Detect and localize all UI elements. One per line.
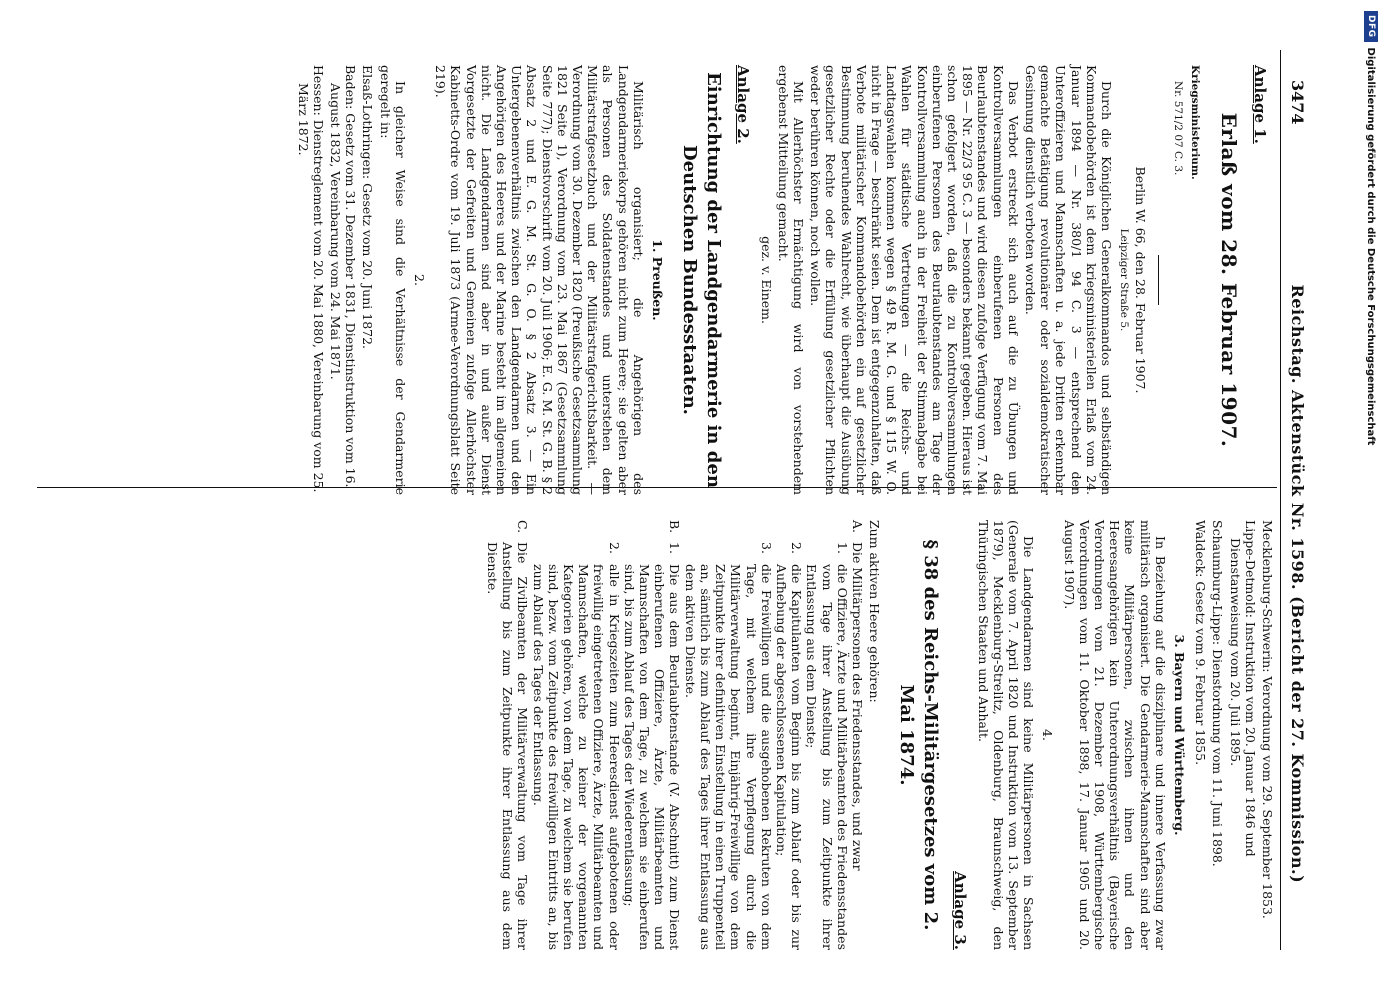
item-number: 2. [789,542,805,554]
section-a-text: Die Militärpersonen des Friedensstandes, und zwar [849,542,865,871]
sachsen-paragraph: Die Landgendarmen sind keine Militärpersonen in Sachsen (Generale vom 7. April 1820 und Instruktion vom 13. September 1879), Mecklenburg-Strelitz, Oldenburg, Braunschweig, den Thüringischen Staaten und Anhalt. [975,520,1037,950]
digitization-credit: Digitalisierung gefördert durch die Deutsche Forschungsgemeinschaft [1365,47,1377,446]
list-item: Schaumburg-Lippe: Dienstordnung vom 11. Juni 1898. [1210,520,1226,867]
section-b-items [530,542,682,950]
section-a-label: A. [849,520,865,534]
section-b-label: B. [667,520,683,534]
section-a [850,520,865,950]
section-c-label: C. [515,520,531,534]
list-item: Hessen: Dienstreglement vom 20. Mai 1880, Vereinbarung vom 25. März 1872. [295,65,326,493]
ministry-name: Kriegsministerium. [1188,65,1201,180]
preussen-paragraph: Militärisch organisiert; die Angehörigen des Landgendarmeriekorps gehören nicht zum Heere; sie gelten aber als Personen des Soldatenstandes und unterstehen dem Militärstrafgesetzbuch und der Militärstrafgerichtsbarkeit. — Verordnung vom 30. Dezember 1820 (Preußische Gesetzsammlung 1821 Seite 1), Verordnung vom 23. Mai 1867 (Gesetzsammlung Seite 777); Dienstvorschrift vom 20. Juli 1906; E. G. M. St. G. B. § 2 Absatz 2 und E. G. M. St. G. O. § 2 Absatz 3. — Ein Untergebenenverhältnis zwischen den Landgendarmen und den Angehörigen des Heeres und der Marine besteht im allgemeinen nicht. Die Landgendarmen sind aber in und außer Dienst Vorgesetzte der Gefreiten und Gemeinen zufolge Allerhöchster Kabinetts-Ordre vom 19. Juli 1873 (Armee-Verordnungsblatt Seite 219). [433,65,646,495]
list-item [530,542,621,950]
anlage-1-heading: Anlage 1. [1251,65,1269,144]
item-number: 2. [606,542,622,554]
list-item [683,520,774,950]
section-b [530,520,682,950]
gendarmerie-intro: In gleicher Weise sind die Verhältnisse der Gendarmerie geregelt in: [377,65,408,495]
paragraph-38-title: § 38 des Reichs-Militärgesetzes vom 2. Mai 1874. [896,539,942,931]
item-text: alle in Kriegszeiten zum Heeresdienst aufgebotenen oder freiwillig eingetretenen Offiziere, Ärzte, Militärbeamten und Mannschaften, welche zu keiner der vorgenannten Kategorien gehören, von dem Tage, zu welchem sie berufen sind, bezw. vom Zeitpunkte des freiwilligen Eintritts an, bis zum Ablauf des Tages der Entlassung. [530,564,622,950]
digitization-note [1361,12,1379,988]
anlage-3-heading: Anlage 3. [951,871,970,950]
street-address: Leipziger Straße 5. [1118,228,1131,332]
item-number: 1. [834,542,850,554]
list-item [622,542,683,950]
section-c [485,520,531,950]
erlass-paragraph-1: Durch die Königlichen Generalkommandos und selbständigen Kommandobehörden ist dem kriegsministeriellen Erlaß vom 24. Januar 1894 — Nr. 380/1 94 C. 3 — entsprechend den Unteroffizieren und Mannschaften u. a. jede Dritten erkennbar gemachte Betätigung revolutionärer oder sozialdemokratischer Gesinnung dienstlich verboten worden. [1022,65,1114,495]
item-number: 3. [758,542,774,554]
anlage-2-heading: Anlage 2. [734,65,753,144]
intro-line: Zum aktiven Heere gehören: [867,520,883,703]
page-number: 3474 [1288,80,1308,125]
page-header [1280,50,1315,950]
list-item: Elsaß-Lothringen: Gesetz vom 20. Juni 1872. [360,65,376,350]
left-column [293,65,1275,495]
item-text: die Freiwilligen und die ausgehobenen Rekruten von dem Tage, mit welchem ihre Verpflegung durch die Militärverwaltung beginnt, Einjährig-Freiwillige von dem Zeitpunkte ihrer definitiven Einstellung in einen Truppenteil an, sämtlich bis zum Ablauf des Tages ihrer Entlassung aus dem aktiven Dienste. [682,564,774,950]
item-text: Die aus dem Beurlaubtenstande (V. Abschnitt) zum Dienst einberufenen Offiziere, Ärzte, Militärbeamten und Mannschaften von dem Tage, zu welchem sie einberufen sind, bis zum Ablauf des Tages der Wiederentlassung; [621,564,683,950]
list-item [804,520,850,950]
separator-rule [1158,255,1159,305]
reference-number: Nr. 571/2 07 C. 3. [1171,81,1184,176]
erlass-paragraph-2: Das Verbot erstreckt sich auch auf die zu Übungen und Kontrollversammlungen einberufenen Personen des Beurlaubtenstandes und wird diesen zufolge Verfügung vom 7. Mai 1895 — Nr. 22/3 95 C. 3 — besonders bekannt gegeben. Hieraus ist schon gefolgert worden, daß die zu Kontrollversammlungen einberufenen Personen des Beurlaubtenstandes am Tage der Kontrollversammlung auch in der Freiheit der Stimmabgabe bei Wahlen für städtische Vertretungen — die Reichs- und Landtagswahlen kommen wegen § 49 R. M. G. und § 115 W. O. nicht in Frage — beschränkt seien. Dem ist entgegenzuhalten, daß Verbote militärischer Kommandobehörden ein auf gesetzlicher Bestimmung beruhendes Wahlrecht, wie überhaupt die Ausübung gesetzlicher Rechte oder die Erfüllung gesetzlicher Pflichten weder berühren können, noch wollen. [808,65,1021,495]
erlass-title: Erlaß vom 28. Februar 1907. [1216,112,1241,448]
signature: gez. v. Einem. [758,236,774,324]
einrichtung-title: Einrichtung der Landgendarmerie in den Deutschen Bundesstaaten. [679,72,725,488]
section-4-heading: 4. [1040,729,1056,741]
place-date: Berlin W. 66, den 28. Februar 1907. [1133,166,1149,394]
running-title: Reichstag. Aktenstück Nr. 1598. (Bericht der 27. Kommission.) [1288,284,1308,884]
list-item [774,520,804,950]
section-3-heading: 3. Bayern und Württemberg. [1171,634,1187,836]
right-column [485,520,1275,950]
section-2-heading: 2. [412,274,428,286]
bayern-paragraph: In Beziehung auf die disziplinare und innere Verfassung zwar militärisch organisiert. Die Gendarmerie-Mannschaften sind aber keine Militärpersonen, zwischen ihnen und den Heeresangehörigen kein Unterordnungsverhältnis (Bayerische Verordnungen vom 21. Dezember 1908, Württembergische Verordnungen vom 11. Oktober 1898, 17. Januar 1905 und 20. August 1907). [1061,520,1168,950]
erlass-paragraph-3: Mit Allerhöchster Ermächtigung wird von vorstehendem ergebenst Mitteilung gemacht. [775,65,806,495]
section-c-text: Die Zivilbeamten der Militärverwaltung vom Tage ihrer Anstellung bis zum Zeitpunkte ihrer Entlassung aus dem Dienste. [485,542,531,950]
item-text: die Offiziere, Ärzte und Militärbeamten des Friedensstandes vom Tage ihrer Anstellung bis zum Zeitpunkte ihrer Entlassung aus dem Dienste; [804,564,850,950]
list-item: Baden: Gesetz vom 31. Dezember 1831, Dienstinstruktion vom 16. August 1832, Vereinbarung vom 24. Mai 1871. [328,65,359,488]
list-item: Lippe-Detmold: Instruktion vom 20. Januar 1846 und Dienstanweisung vom 20. Juli 1895. [1227,520,1258,857]
item-number: 1. [667,542,683,554]
dfg-logo: DFG [1364,11,1378,42]
section-1-heading: 1. Preußen. [650,239,666,321]
list-item: Waldeck: Gesetz vom 9. Februar 1855. [1193,520,1209,766]
item-text: die Kapitulanten vom Beginn bis zum Ablauf oder bis zur Aufhebung der abgeschlossenen Kapitulation; [773,564,805,950]
list-item: Mecklenburg-Schwerin: Verordnung vom 29. September 1853. [1260,520,1275,919]
